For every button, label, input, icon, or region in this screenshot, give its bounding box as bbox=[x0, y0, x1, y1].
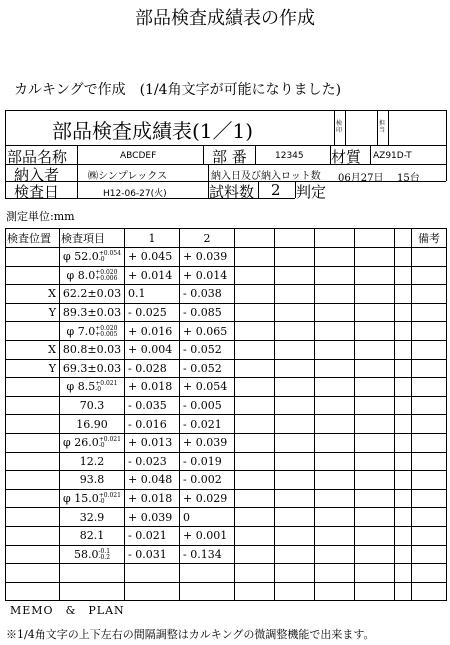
nominal-dimension: φ 8.5 bbox=[66, 380, 96, 394]
empty-cell bbox=[315, 340, 355, 359]
inspection-item bbox=[60, 545, 125, 564]
inspection-position bbox=[6, 582, 60, 601]
inspection-item bbox=[60, 489, 125, 508]
empty-cell bbox=[395, 526, 412, 545]
empty-cell bbox=[235, 378, 275, 397]
empty-cell bbox=[395, 303, 412, 322]
empty-cell bbox=[235, 322, 275, 341]
remarks-cell bbox=[412, 564, 447, 583]
table-row bbox=[6, 303, 447, 322]
empty-cell bbox=[355, 378, 395, 397]
empty-cell bbox=[355, 526, 395, 545]
table-row bbox=[6, 248, 447, 267]
measured-value-v2: + 0.065 bbox=[180, 322, 235, 341]
inspection-item bbox=[60, 322, 125, 341]
empty-cell bbox=[315, 359, 355, 378]
empty-cell bbox=[315, 433, 355, 452]
table-row bbox=[6, 508, 447, 527]
inspection-item bbox=[60, 508, 125, 527]
column-header bbox=[315, 229, 355, 248]
empty-cell bbox=[395, 489, 412, 508]
lower-tolerance: -0 bbox=[98, 256, 105, 264]
measured-value-v2: - 0.005 bbox=[180, 396, 235, 415]
empty-cell bbox=[315, 248, 355, 267]
empty-cell bbox=[315, 471, 355, 490]
measured-value-v1 bbox=[125, 582, 180, 601]
lower-tolerance: -0 bbox=[95, 386, 102, 394]
empty-cell bbox=[395, 564, 412, 583]
empty-cell bbox=[275, 285, 315, 304]
inspection-item bbox=[60, 248, 125, 267]
empty-cell bbox=[395, 582, 412, 601]
table-row bbox=[6, 359, 447, 378]
empty-cell bbox=[355, 359, 395, 378]
inspection-position bbox=[6, 378, 60, 397]
person-in-charge-label: 担当 bbox=[379, 120, 386, 134]
measured-value-v1: - 0.016 bbox=[125, 415, 180, 434]
table-row bbox=[6, 396, 447, 415]
nominal-dimension: φ 15.0 bbox=[63, 492, 99, 506]
measured-value-v1: + 0.016 bbox=[125, 322, 180, 341]
upper-tolerance: -0.1 bbox=[98, 547, 111, 555]
sample-count-value: 2 bbox=[271, 181, 281, 199]
empty-cell bbox=[355, 396, 395, 415]
empty-cell bbox=[395, 266, 412, 285]
upper-tolerance: +0.054 bbox=[98, 250, 121, 258]
empty-cell bbox=[355, 322, 395, 341]
table-row bbox=[6, 489, 447, 508]
measured-value-v2: - 0.134 bbox=[180, 545, 235, 564]
measured-value-v1: - 0.025 bbox=[125, 303, 180, 322]
empty-cell bbox=[275, 359, 315, 378]
measured-value-v2: - 0.019 bbox=[180, 452, 235, 471]
empty-cell bbox=[235, 452, 275, 471]
measured-value-v2: 0 bbox=[180, 508, 235, 527]
nominal-dimension: 32.9 bbox=[79, 510, 105, 524]
empty-cell bbox=[235, 303, 275, 322]
stamp-divider-2 bbox=[345, 110, 346, 145]
empty-cell bbox=[315, 582, 355, 601]
measurement-table bbox=[5, 228, 447, 601]
column-header bbox=[275, 229, 315, 248]
empty-cell bbox=[275, 545, 315, 564]
nominal-dimension: φ 52.0 bbox=[63, 250, 99, 264]
form-left-border bbox=[5, 110, 6, 198]
empty-cell bbox=[355, 285, 395, 304]
table-row bbox=[6, 582, 447, 601]
table-header-row bbox=[6, 229, 447, 248]
empty-cell bbox=[235, 582, 275, 601]
empty-cell bbox=[315, 266, 355, 285]
approval-stamp-label: 検印 bbox=[336, 120, 343, 134]
empty-cell bbox=[355, 508, 395, 527]
inspection-position bbox=[6, 433, 60, 452]
inspection-position bbox=[6, 489, 60, 508]
tolerance bbox=[95, 326, 117, 338]
empty-cell bbox=[275, 340, 315, 359]
remarks-cell bbox=[412, 322, 447, 341]
empty-cell bbox=[355, 489, 395, 508]
measured-value-v1: + 0.018 bbox=[125, 378, 180, 397]
report-heading: 部品検査成績表(1／1) bbox=[52, 119, 254, 143]
inspection-position bbox=[6, 564, 60, 583]
measured-value-v1: + 0.045 bbox=[125, 248, 180, 267]
subtitle: カルキングで作成 (1/4角文字が可能になりました) bbox=[14, 82, 342, 98]
delivery-date: 06月27日 bbox=[338, 173, 384, 184]
empty-cell bbox=[235, 396, 275, 415]
table-row bbox=[6, 452, 447, 471]
empty-cell bbox=[395, 396, 412, 415]
inspection-item bbox=[60, 396, 125, 415]
material-label: 材質 bbox=[331, 148, 362, 166]
empty-cell bbox=[235, 248, 275, 267]
inspection-item bbox=[60, 471, 125, 490]
empty-cell bbox=[355, 433, 395, 452]
tolerance bbox=[95, 381, 117, 393]
empty-cell bbox=[355, 452, 395, 471]
inspection-position bbox=[6, 248, 60, 267]
measured-value-v1: + 0.018 bbox=[125, 489, 180, 508]
inspection-position bbox=[6, 322, 60, 341]
empty-cell bbox=[315, 322, 355, 341]
column-header: 備考 bbox=[412, 229, 447, 248]
table-row bbox=[6, 526, 447, 545]
tolerance bbox=[98, 549, 110, 561]
empty-cell bbox=[315, 545, 355, 564]
column-header bbox=[355, 229, 395, 248]
empty-cell bbox=[275, 248, 315, 267]
sample-count-label: 試料数 bbox=[209, 183, 255, 201]
empty-cell bbox=[235, 564, 275, 583]
empty-cell bbox=[355, 266, 395, 285]
measured-value-v1: 0.1 bbox=[125, 285, 180, 304]
remarks-cell bbox=[412, 526, 447, 545]
remarks-cell bbox=[412, 471, 447, 490]
delivery-label: 納入日及び納入ロット数 bbox=[211, 171, 321, 182]
table-row bbox=[6, 378, 447, 397]
measured-value-v2: + 0.001 bbox=[180, 526, 235, 545]
column-header: 検査項目 bbox=[60, 229, 125, 248]
inspection-item bbox=[60, 303, 125, 322]
remarks-cell bbox=[412, 266, 447, 285]
measured-value-v2: + 0.029 bbox=[180, 489, 235, 508]
remarks-cell bbox=[412, 508, 447, 527]
measured-value-v1: - 0.035 bbox=[125, 396, 180, 415]
nominal-dimension: 93.8 bbox=[79, 473, 105, 487]
nominal-dimension: 12.2 bbox=[79, 454, 105, 468]
empty-cell bbox=[235, 266, 275, 285]
remarks-cell bbox=[412, 378, 447, 397]
remarks-cell bbox=[412, 489, 447, 508]
empty-cell bbox=[275, 471, 315, 490]
measured-value-v2: + 0.014 bbox=[180, 266, 235, 285]
inspection-position bbox=[6, 526, 60, 545]
empty-cell bbox=[355, 340, 395, 359]
empty-cell bbox=[275, 415, 315, 434]
upper-tolerance: +0.021 bbox=[95, 380, 118, 388]
nominal-dimension: 82.1 bbox=[79, 529, 105, 543]
empty-cell bbox=[355, 303, 395, 322]
inspection-position bbox=[6, 396, 60, 415]
empty-cell bbox=[275, 564, 315, 583]
empty-cell bbox=[355, 415, 395, 434]
nominal-dimension: 70.3 bbox=[79, 399, 105, 413]
lower-tolerance: +0.006 bbox=[95, 274, 118, 282]
remarks-cell bbox=[412, 582, 447, 601]
nominal-dimension: φ 8.0 bbox=[66, 268, 96, 282]
empty-cell bbox=[275, 433, 315, 452]
nominal-dimension: 80.8±0.03 bbox=[62, 343, 122, 357]
footnote: ※1/4角文字の上下左右の間隔調整はカルキングの微調整機能で出来ます。 bbox=[6, 628, 375, 641]
empty-cell bbox=[355, 582, 395, 601]
inspection-item bbox=[60, 582, 125, 601]
remarks-cell bbox=[412, 452, 447, 471]
remarks-cell bbox=[412, 396, 447, 415]
empty-cell bbox=[275, 266, 315, 285]
inspection-item bbox=[60, 564, 125, 583]
empty-cell bbox=[235, 415, 275, 434]
remarks-cell bbox=[412, 545, 447, 564]
empty-cell bbox=[275, 582, 315, 601]
empty-cell bbox=[395, 415, 412, 434]
empty-cell bbox=[315, 508, 355, 527]
nominal-dimension: 62.2±0.03 bbox=[62, 287, 122, 301]
measured-value-v1: + 0.004 bbox=[125, 340, 180, 359]
inspection-position: X bbox=[6, 340, 60, 359]
measured-value-v2 bbox=[180, 564, 235, 583]
tolerance bbox=[99, 493, 121, 505]
empty-cell bbox=[395, 322, 412, 341]
empty-cell bbox=[395, 508, 412, 527]
nominal-dimension: 69.3±0.03 bbox=[62, 361, 122, 375]
upper-tolerance: +0.020 bbox=[95, 324, 118, 332]
supplier-label: 納入者 bbox=[14, 166, 60, 184]
empty-cell bbox=[235, 508, 275, 527]
empty-cell bbox=[275, 489, 315, 508]
upper-tolerance: +0.021 bbox=[98, 436, 121, 444]
empty-cell bbox=[355, 564, 395, 583]
inspection-position bbox=[6, 508, 60, 527]
inspection-position bbox=[6, 415, 60, 434]
inspection-date-label: 検査日 bbox=[14, 183, 60, 201]
form-top-border bbox=[5, 110, 446, 111]
measured-value-v1: + 0.048 bbox=[125, 471, 180, 490]
inspection-item bbox=[60, 340, 125, 359]
empty-cell bbox=[275, 378, 315, 397]
upper-tolerance: +0.020 bbox=[95, 268, 118, 276]
supplier-value: ㈱シンプレックス bbox=[88, 171, 168, 182]
inspection-item bbox=[60, 452, 125, 471]
empty-cell bbox=[235, 285, 275, 304]
empty-cell bbox=[235, 489, 275, 508]
measured-value-v2: - 0.021 bbox=[180, 415, 235, 434]
inspection-item bbox=[60, 378, 125, 397]
part-number-value: 12345 bbox=[275, 151, 304, 161]
judgement-label: 判定 bbox=[296, 183, 327, 201]
measured-value-v1: - 0.028 bbox=[125, 359, 180, 378]
tolerance bbox=[99, 437, 121, 449]
remarks-cell bbox=[412, 359, 447, 378]
upper-tolerance: +0.021 bbox=[98, 492, 121, 500]
measurement-unit: 測定単位:mm bbox=[6, 210, 75, 223]
inspection-item bbox=[60, 266, 125, 285]
empty-cell bbox=[275, 508, 315, 527]
measured-value-v2: + 0.054 bbox=[180, 378, 235, 397]
page-title: 部品検査成績表の作成 bbox=[135, 8, 315, 29]
inspection-item bbox=[60, 526, 125, 545]
measured-value-v1 bbox=[125, 564, 180, 583]
remarks-cell bbox=[412, 248, 447, 267]
measured-value-v2: + 0.039 bbox=[180, 433, 235, 452]
stamp-divider-1 bbox=[334, 110, 335, 145]
stamp-divider-3 bbox=[377, 110, 378, 145]
empty-cell bbox=[315, 489, 355, 508]
stamp-divider-4 bbox=[388, 110, 389, 145]
tolerance bbox=[99, 251, 121, 263]
measured-value-v1: - 0.023 bbox=[125, 452, 180, 471]
measured-value-v2: - 0.002 bbox=[180, 471, 235, 490]
empty-cell bbox=[315, 303, 355, 322]
form-right-border bbox=[446, 110, 447, 181]
empty-cell bbox=[275, 322, 315, 341]
table-row bbox=[6, 340, 447, 359]
empty-cell bbox=[355, 471, 395, 490]
delivery-quantity: 15台 bbox=[397, 173, 420, 184]
measured-value-v2: - 0.052 bbox=[180, 359, 235, 378]
measured-value-v1: + 0.013 bbox=[125, 433, 180, 452]
empty-cell bbox=[315, 526, 355, 545]
empty-cell bbox=[355, 545, 395, 564]
remarks-cell bbox=[412, 285, 447, 304]
part-name-value: ABCDEF bbox=[120, 151, 157, 161]
table-row bbox=[6, 285, 447, 304]
measured-value-v1: - 0.031 bbox=[125, 545, 180, 564]
nominal-dimension: φ 26.0 bbox=[63, 436, 99, 450]
table-row bbox=[6, 266, 447, 285]
column-header bbox=[395, 229, 412, 248]
inspection-position: X bbox=[6, 285, 60, 304]
empty-cell bbox=[315, 415, 355, 434]
measured-value-v2: - 0.038 bbox=[180, 285, 235, 304]
partname-divider bbox=[203, 145, 204, 164]
empty-cell bbox=[275, 526, 315, 545]
empty-cell bbox=[315, 452, 355, 471]
inspection-position: Y bbox=[6, 359, 60, 378]
table-row bbox=[6, 564, 447, 583]
empty-cell bbox=[395, 285, 412, 304]
material-divider-2 bbox=[370, 145, 371, 164]
empty-cell bbox=[395, 340, 412, 359]
empty-cell bbox=[235, 359, 275, 378]
empty-cell bbox=[275, 396, 315, 415]
measured-value-v1: + 0.014 bbox=[125, 266, 180, 285]
partno-divider bbox=[255, 145, 256, 164]
empty-cell bbox=[235, 340, 275, 359]
column-header: 検査位置 bbox=[6, 229, 60, 248]
nominal-dimension: 89.3±0.03 bbox=[62, 306, 122, 320]
lower-tolerance: -0 bbox=[98, 442, 105, 450]
inspection-item bbox=[60, 433, 125, 452]
empty-cell bbox=[395, 433, 412, 452]
empty-cell bbox=[395, 248, 412, 267]
inspection-position: Y bbox=[6, 303, 60, 322]
inspection-date-value: H12-06-27(火) bbox=[103, 189, 167, 199]
table-row bbox=[6, 545, 447, 564]
table-row bbox=[6, 471, 447, 490]
empty-cell bbox=[275, 303, 315, 322]
nominal-dimension: 58.0 bbox=[73, 547, 99, 561]
empty-cell bbox=[315, 396, 355, 415]
nominal-dimension: φ 7.0 bbox=[66, 324, 96, 338]
tolerance bbox=[95, 270, 117, 282]
remarks-cell bbox=[412, 415, 447, 434]
lower-tolerance: -0 bbox=[98, 498, 105, 506]
measured-value-v1: - 0.021 bbox=[125, 526, 180, 545]
nominal-dimension: 16.90 bbox=[76, 417, 108, 431]
empty-cell bbox=[315, 285, 355, 304]
empty-cell bbox=[235, 545, 275, 564]
lower-tolerance: -0.2 bbox=[98, 553, 111, 561]
column-header: 1 bbox=[125, 229, 180, 248]
empty-cell bbox=[395, 452, 412, 471]
part-number-label: 部 番 bbox=[212, 148, 247, 166]
measured-value-v2: - 0.085 bbox=[180, 303, 235, 322]
remarks-cell bbox=[412, 340, 447, 359]
empty-cell bbox=[315, 378, 355, 397]
label-col-divider bbox=[77, 145, 78, 198]
empty-cell bbox=[275, 452, 315, 471]
measured-value-v2 bbox=[180, 582, 235, 601]
inspection-item bbox=[60, 415, 125, 434]
inspection-position bbox=[6, 545, 60, 564]
inspection-position bbox=[6, 471, 60, 490]
inspection-position bbox=[6, 452, 60, 471]
column-header: 2 bbox=[180, 229, 235, 248]
table-row bbox=[6, 415, 447, 434]
samplecount-divider bbox=[258, 181, 259, 198]
column-header bbox=[235, 229, 275, 248]
empty-cell bbox=[355, 248, 395, 267]
table-row bbox=[6, 433, 447, 452]
part-name-label: 部品名称 bbox=[7, 148, 68, 166]
empty-cell bbox=[235, 433, 275, 452]
empty-cell bbox=[395, 378, 412, 397]
measured-value-v2: + 0.039 bbox=[180, 248, 235, 267]
measured-value-v2: - 0.052 bbox=[180, 340, 235, 359]
remarks-cell bbox=[412, 433, 447, 452]
lower-tolerance: +0.005 bbox=[95, 330, 118, 338]
memo-plan-label: MEMO & PLAN bbox=[10, 604, 125, 617]
table-row bbox=[6, 322, 447, 341]
inspection-item bbox=[60, 285, 125, 304]
inspection-position bbox=[6, 266, 60, 285]
measured-value-v1: + 0.039 bbox=[125, 508, 180, 527]
empty-cell bbox=[395, 545, 412, 564]
empty-cell bbox=[395, 359, 412, 378]
empty-cell bbox=[235, 526, 275, 545]
empty-cell bbox=[395, 471, 412, 490]
material-value: AZ91D-T bbox=[373, 151, 412, 161]
empty-cell bbox=[235, 471, 275, 490]
empty-cell bbox=[315, 564, 355, 583]
remarks-cell bbox=[412, 303, 447, 322]
inspection-item bbox=[60, 359, 125, 378]
